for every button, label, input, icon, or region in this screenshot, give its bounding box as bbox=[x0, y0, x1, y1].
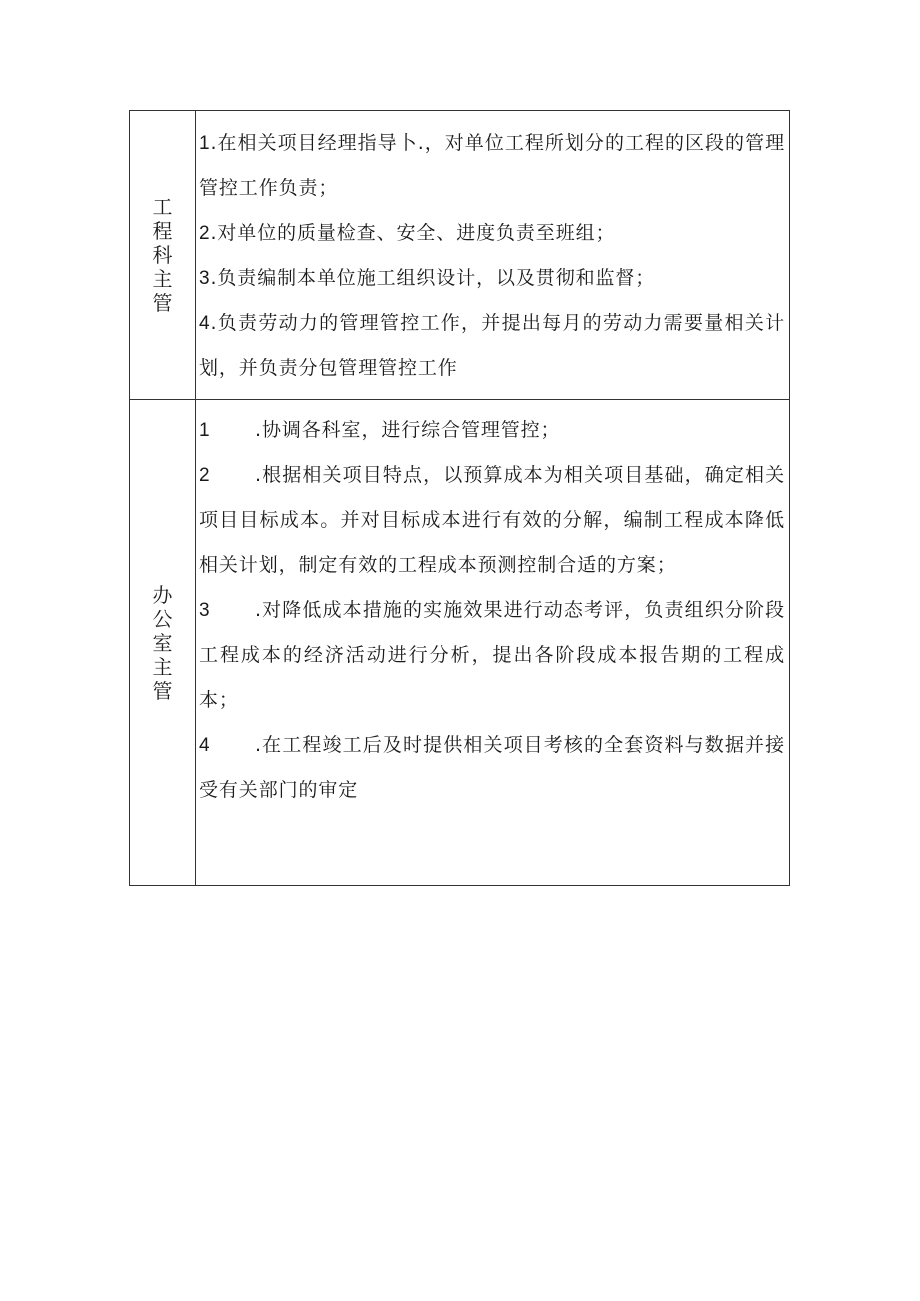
role-label-office-supervisor: 办公室主管 bbox=[152, 582, 173, 703]
duty-list-office bbox=[199, 408, 785, 813]
duty-number: 3 bbox=[199, 268, 211, 289]
duty-cell-office bbox=[196, 400, 790, 886]
duty-number: 3 bbox=[199, 600, 211, 621]
role-cell-office bbox=[130, 400, 196, 886]
duty-item bbox=[199, 256, 785, 301]
duty-text: .对单位的质量检查、安全、进度负责至班组； bbox=[210, 222, 616, 244]
duty-item bbox=[199, 121, 785, 211]
duty-text: .负责劳动力的管理管控工作，并提出每月的劳动力需要量相关计划，并负责分包管理管控工作 bbox=[199, 312, 785, 379]
role-label-engineering-supervisor: 工程科主管 bbox=[152, 195, 173, 315]
duty-number: 1 bbox=[199, 420, 211, 441]
table-row-engineering bbox=[130, 111, 790, 400]
duty-item bbox=[199, 723, 785, 813]
table-row-office bbox=[130, 400, 790, 886]
responsibility-table bbox=[129, 110, 790, 886]
duty-item bbox=[199, 453, 785, 588]
duty-text: .在工程竣工后及时提供相关项目考核的全套资料与数据并接受有关部门的审定 bbox=[199, 734, 785, 801]
duty-text: .在相关项目经理指导卜.，对单位工程所划分的工程的区段的管理管控工作负责； bbox=[199, 132, 785, 199]
duty-item bbox=[199, 408, 785, 453]
duty-item bbox=[199, 211, 785, 256]
duty-item bbox=[199, 301, 785, 391]
duty-cell-engineering bbox=[196, 111, 790, 400]
duty-item bbox=[199, 588, 785, 723]
duty-number: 2 bbox=[199, 223, 211, 244]
duty-text: .对降低成本措施的实施效果进行动态考评，负责组织分阶段工程成本的经济活动进行分析，提出各阶段成本报告期的工程成本； bbox=[199, 599, 785, 711]
duty-number: 4 bbox=[199, 313, 211, 334]
duty-list-engineering bbox=[199, 121, 785, 391]
duty-number: 4 bbox=[199, 735, 211, 756]
duty-text: .根据相关项目特点，以预算成本为相关项目基础，确定相关项目目标成本。并对目标成本进行有效的分解，编制工程成本降低相关计划，制定有效的工程成本预测控制合适的方案； bbox=[199, 464, 785, 576]
duty-text: .负责编制本单位施工组织设计，以及贯彻和监督； bbox=[210, 267, 656, 289]
duty-number: 2 bbox=[199, 465, 211, 486]
role-cell-engineering bbox=[130, 111, 196, 400]
duty-text: .协调各科室，进行综合管理管控； bbox=[255, 419, 561, 441]
duty-number: 1 bbox=[199, 133, 211, 154]
